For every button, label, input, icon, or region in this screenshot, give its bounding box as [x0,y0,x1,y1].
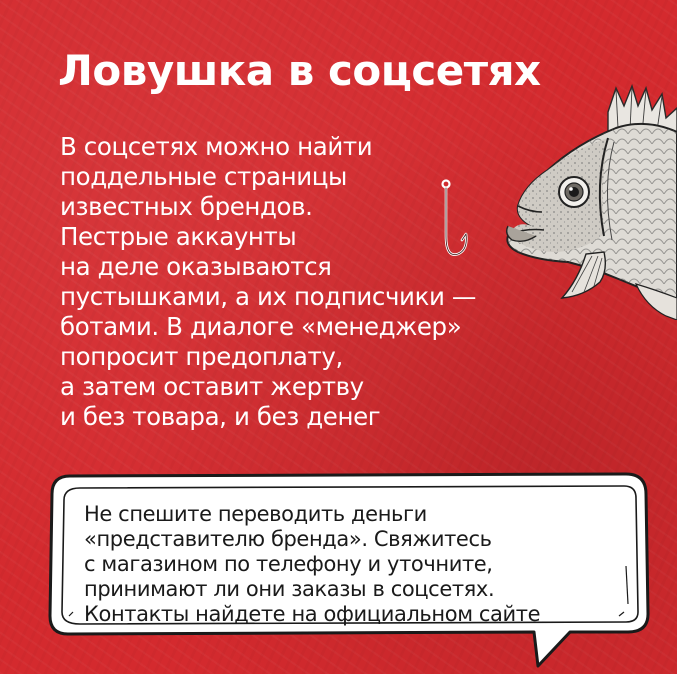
page-title: Ловушка в соцсетях [58,46,541,95]
body-line: В соцсетях можно найти [60,132,373,161]
body-line: Пестрые аккаунты [60,222,297,251]
hook-icon [428,178,472,268]
warning-line: Контакты найдете на официальном сайте [84,602,541,626]
body-paragraph [60,132,550,432]
body-line: и без товара, и без денег [60,402,381,431]
warning-line: «представителю бренда». Свяжитесь [84,527,492,551]
warning-line: с магазином по телефону и уточните, [84,552,493,576]
body-line: пустышками, а их подписчики — [60,282,476,311]
warning-text [84,502,604,627]
body-line: а затем оставит жертву [60,372,364,401]
fish-illustration [496,84,677,320]
body-line: попросит предоплату, [60,342,343,371]
body-line: известных брендов. [60,192,313,221]
body-line: на деле оказываются [60,252,332,281]
warning-line: Не спешите переводить деньги [84,502,427,526]
body-line: поддельные страницы [60,162,347,191]
body-line: ботами. В диалоге «менеджер» [60,312,462,341]
warning-line: принимают ли они заказы в соцсетях. [84,577,495,601]
